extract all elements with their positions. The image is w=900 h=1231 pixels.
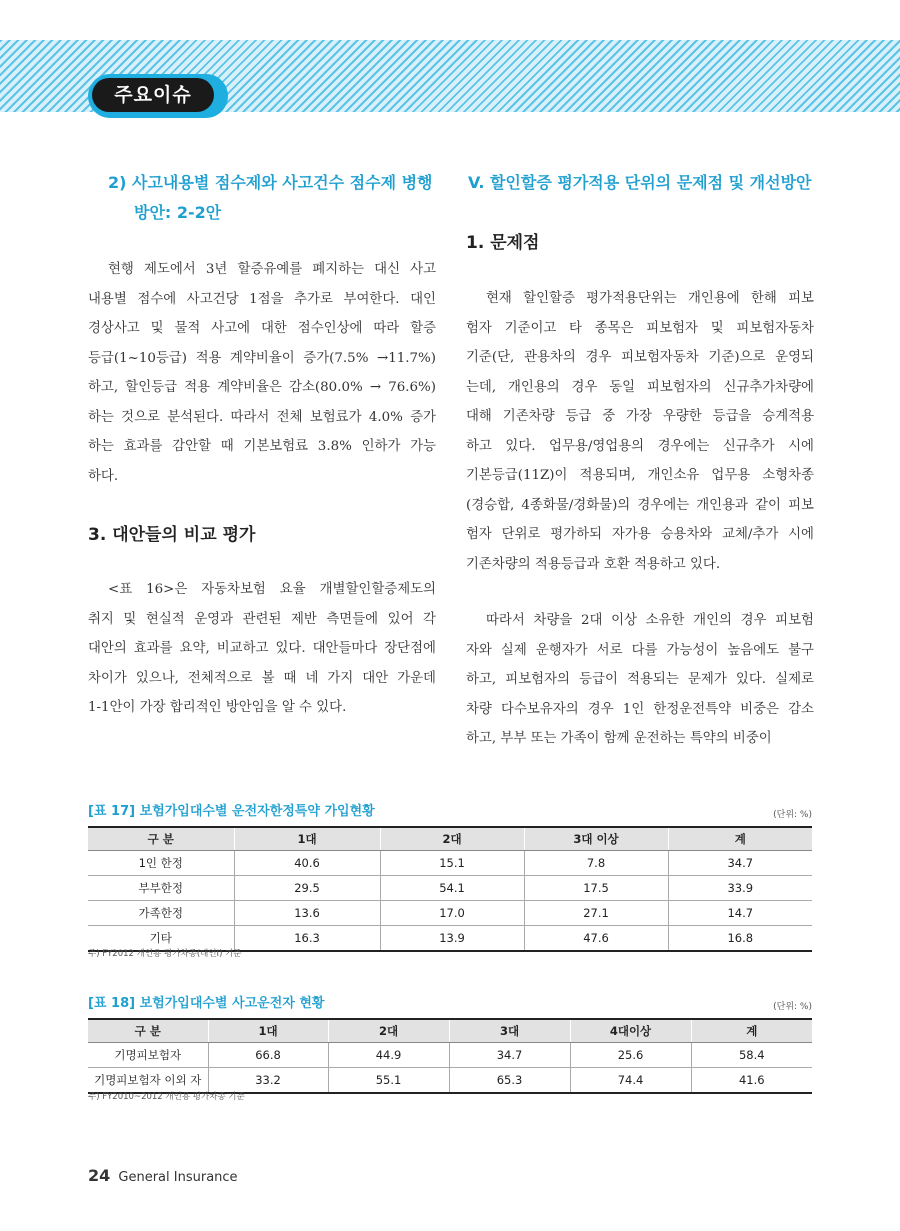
table18-unit: (단위: %) bbox=[773, 1002, 812, 1012]
paragraph-line: 1-1안이 가장 합리적인 방안임을 알 수 있다. bbox=[88, 700, 347, 715]
right-heading-v: V. 할인할증 평가적용 단위의 문제점 및 개선방안 bbox=[468, 173, 812, 192]
table18 bbox=[88, 1018, 812, 1094]
page-footer bbox=[88, 1166, 238, 1185]
table-header-cell: 구 분 bbox=[88, 1019, 208, 1043]
table-cell: 41.6 bbox=[691, 1068, 812, 1094]
table-cell: 7.8 bbox=[524, 851, 668, 876]
table-cell: 66.8 bbox=[208, 1043, 328, 1068]
table-cell: 65.3 bbox=[449, 1068, 570, 1094]
table-cell: 기명피보험자 이외 자 bbox=[88, 1068, 208, 1094]
table-cell: 16.3 bbox=[234, 926, 380, 952]
table-cell: 기타 bbox=[88, 926, 234, 952]
paragraph-line: 기존차량의 적용등급과 호환 적용하고 있다. bbox=[466, 556, 721, 572]
table-cell: 34.7 bbox=[668, 851, 812, 876]
paragraph-line: 대해 기존차량 등급 중 가장 우량한 등급을 승계적용 bbox=[466, 409, 814, 424]
paragraph-line: 대안의 효과를 요약, 비교하고 있다. 대안들마다 장단점에 bbox=[88, 641, 436, 656]
paragraph-line: 현재 할인할증 평가적용단위는 개인용에 한해 피보 bbox=[486, 291, 814, 306]
paragraph-line: 취지 및 현실적 운영과 관련된 제반 측면들에 있어 각 bbox=[88, 611, 436, 627]
table-cell: 17.0 bbox=[380, 901, 524, 926]
table17 bbox=[88, 826, 812, 952]
table-header-cell: 2대 bbox=[380, 827, 524, 851]
table-cell: 34.7 bbox=[449, 1043, 570, 1068]
table-header-cell: 4대이상 bbox=[570, 1019, 691, 1043]
section-label-pill bbox=[88, 74, 228, 118]
table-cell: 27.1 bbox=[524, 901, 668, 926]
paragraph-line: 현행 제도에서 3년 할증유예를 폐지하는 대신 사고 bbox=[108, 262, 436, 277]
paragraph-line: 하고 있다. 업무용/영업용의 경우에는 신규추가 시에 bbox=[466, 438, 814, 454]
table-cell: 40.6 bbox=[234, 851, 380, 876]
table-header-cell: 계 bbox=[691, 1019, 812, 1043]
table-cell: 44.9 bbox=[328, 1043, 449, 1068]
table-cell: 58.4 bbox=[691, 1043, 812, 1068]
table-header-cell: 3대 이상 bbox=[524, 827, 668, 851]
table-row bbox=[88, 901, 812, 926]
paragraph-line: 따라서 차량을 2대 이상 소유한 개인의 경우 피보험 bbox=[486, 613, 814, 628]
table-cell: 1인 한정 bbox=[88, 851, 234, 876]
left-heading-3: 3. 대안들의 비교 평가 bbox=[88, 525, 256, 545]
table17-caption: [표 17] 보험가입대수별 운전자한정특약 가입현황 bbox=[88, 804, 375, 819]
paragraph-line: 험자 기준이고 타 종목은 피보험자 및 피보험자동차 bbox=[466, 320, 814, 336]
right-heading-1: 1. 문제점 bbox=[466, 233, 540, 253]
section-label: 주요이슈 bbox=[92, 78, 214, 112]
paragraph-line: 하고, 피보험자의 등급이 적용되는 문제가 있다. 실제로 bbox=[466, 672, 814, 687]
page-number: 24 bbox=[88, 1166, 111, 1185]
table-cell: 15.1 bbox=[380, 851, 524, 876]
table-row bbox=[88, 851, 812, 876]
left-paragraph-1 bbox=[88, 255, 436, 491]
left-heading-2-2-line2: 방안: 2-2안 bbox=[134, 203, 222, 222]
table-header-cell: 3대 bbox=[449, 1019, 570, 1043]
paragraph-line: 하다. bbox=[88, 468, 119, 484]
table-cell: 16.8 bbox=[668, 926, 812, 952]
table-header-cell: 2대 bbox=[328, 1019, 449, 1043]
table17-note: 주) FY2012 개인용 평가차종(대인I) 기준 bbox=[88, 949, 242, 959]
table-row bbox=[88, 876, 812, 901]
table18-caption: [표 18] 보험가입대수별 사고운전자 현황 bbox=[88, 996, 325, 1011]
table-cell: 부부한정 bbox=[88, 876, 234, 901]
table-header-cell: 1대 bbox=[234, 827, 380, 851]
table-cell: 33.2 bbox=[208, 1068, 328, 1094]
table-cell: 47.6 bbox=[524, 926, 668, 952]
left-heading-2-2 bbox=[108, 168, 438, 228]
paragraph-line: 하는 것으로 분석된다. 따라서 전체 보험료가 4.0% 증가 bbox=[88, 409, 436, 425]
right-paragraph-2 bbox=[466, 606, 814, 754]
table-cell: 54.1 bbox=[380, 876, 524, 901]
table-cell: 33.9 bbox=[668, 876, 812, 901]
table-cell: 가족한정 bbox=[88, 901, 234, 926]
table-cell: 55.1 bbox=[328, 1068, 449, 1094]
table-cell: 기명피보험자 bbox=[88, 1043, 208, 1068]
table-header-cell: 계 bbox=[668, 827, 812, 851]
paragraph-line: 기본등급(11Z)이 적용되며, 개인소유 업무용 소형차종 bbox=[466, 468, 814, 483]
paragraph-line: (경승합, 4종화물/경화물)의 경우에는 개인용과 같이 피보 bbox=[466, 497, 814, 513]
paragraph-line: 차이가 있으나, 전체적으로 볼 때 네 가지 대안 가운데 bbox=[88, 670, 436, 686]
paragraph-line: 기준(단, 관용차의 경우 피보험자동차 기준)으로 운영되 bbox=[466, 350, 814, 365]
publication-name: General Insurance bbox=[118, 1170, 238, 1185]
paragraph-line: 하고, 부부 또는 가족이 함께 운전하는 특약의 비중이 bbox=[466, 731, 772, 746]
paragraph-line: 경상사고 및 물적 사고에 대한 점수인상에 따라 할증 bbox=[88, 321, 436, 336]
table-cell: 13.6 bbox=[234, 901, 380, 926]
table-cell: 13.9 bbox=[380, 926, 524, 952]
left-paragraph-2 bbox=[88, 575, 436, 723]
table-cell: 29.5 bbox=[234, 876, 380, 901]
table-cell: 25.6 bbox=[570, 1043, 691, 1068]
table-cell: 74.4 bbox=[570, 1068, 691, 1094]
table-header-cell: 구 분 bbox=[88, 827, 234, 851]
paragraph-line: 자와 실제 운행자가 서로 다를 가능성이 높음에도 불구 bbox=[466, 642, 814, 658]
right-paragraph-1 bbox=[466, 284, 814, 579]
paragraph-line: <표 16>은 자동차보험 요율 개별할인할증제도의 bbox=[108, 582, 436, 597]
paragraph-line: 는데, 개인용의 경우 동일 피보험자의 신규추가차량에 bbox=[466, 379, 814, 395]
table-header-cell: 1대 bbox=[208, 1019, 328, 1043]
left-heading-2-2-line1: 2) 사고내용별 점수제와 사고건수 점수제 병행 bbox=[108, 173, 433, 192]
table17-unit: (단위: %) bbox=[773, 810, 812, 820]
table18-note: 주) FY2010~2012 개인용 평가차종 기준 bbox=[88, 1092, 245, 1102]
paragraph-line: 하는 효과를 감안할 때 기본보험료 3.8% 인하가 가능 bbox=[88, 439, 436, 454]
paragraph-line: 내용별 점수에 사고건당 1점을 추가로 부여한다. 대인 bbox=[88, 291, 436, 307]
table-cell: 17.5 bbox=[524, 876, 668, 901]
table-row bbox=[88, 1043, 812, 1068]
paragraph-line: 하고, 할인등급 적용 계약비율은 감소(80.0% → 76.6%) bbox=[88, 380, 436, 395]
table-cell: 14.7 bbox=[668, 901, 812, 926]
paragraph-line: 험자 단위로 평가하되 자가용 승용차와 교체/추가 시에 bbox=[466, 527, 814, 542]
paragraph-line: 등급(1~10등급) 적용 계약비율이 증가(7.5% →11.7%) bbox=[88, 350, 436, 366]
paragraph-line: 차량 다수보유자의 경우 1인 한정운전특약 비중은 감소 bbox=[466, 701, 814, 717]
